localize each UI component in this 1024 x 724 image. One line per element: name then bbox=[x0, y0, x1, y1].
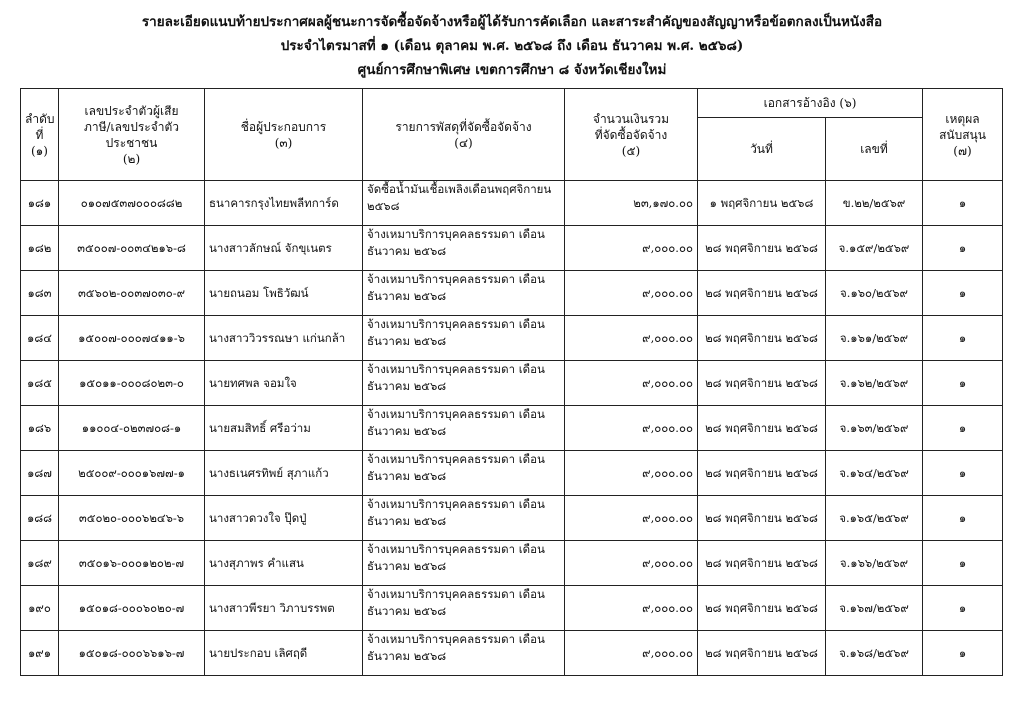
document-period: ประจำไตรมาสที่ ๑ (เดือน ตุลาคม พ.ศ. ๒๕๖๘ ถึง เดือน ธันวาคม พ.ศ. ๒๕๖๘) bbox=[280, 38, 744, 54]
row-vendor-name: นางสาวพีรยา วิภาบรรพต bbox=[205, 586, 363, 631]
col-ref-group-header: เอกสารอ้างอิง (๖) bbox=[698, 89, 923, 118]
row-item-line-2: ธันวาคม ๒๕๖๘ bbox=[367, 334, 447, 348]
col-item-label: รายการพัสดุที่จัดซื้อจัดจ้าง bbox=[395, 119, 532, 134]
table-row bbox=[21, 361, 1003, 406]
row-tax-id: ๑๑๐๐๔-๐๒๓๗๐๘-๑ bbox=[59, 406, 205, 451]
row-vendor-name: นางสาววิวรรณษา แก่นกล้า bbox=[205, 316, 363, 361]
row-tax-id: ๓๕๐๒๐-๐๐๐๖๒๔๖-๖ bbox=[59, 496, 205, 541]
row-reason-code: ๑ bbox=[923, 586, 1003, 631]
row-ref-number: จ.๑๖๐/๒๕๖๙ bbox=[826, 271, 923, 316]
row-amount: ๙,๐๐๐.๐๐ bbox=[565, 316, 698, 361]
row-item bbox=[363, 181, 565, 226]
row-vendor-name: นายทศพล จอมใจ bbox=[205, 361, 363, 406]
row-item-line-2: ธันวาคม ๒๕๖๘ bbox=[367, 514, 447, 528]
row-tax-id: ๓๕๐๑๖-๐๐๐๑๒๐๒-๗ bbox=[59, 541, 205, 586]
col-reason-header bbox=[923, 89, 1003, 181]
row-ref-number: จ.๑๖๑/๒๕๖๙ bbox=[826, 316, 923, 361]
row-item-line-2: ธันวาคม ๒๕๖๘ bbox=[367, 424, 447, 438]
table-row bbox=[21, 586, 1003, 631]
row-item-line-2: ธันวาคม ๒๕๖๘ bbox=[367, 649, 447, 663]
table-row bbox=[21, 271, 1003, 316]
row-item-line-1: จ้างเหมาบริการบุคคลธรรมดา เดือน bbox=[367, 632, 545, 646]
row-item-line-1: จ้างเหมาบริการบุคคลธรรมดา เดือน bbox=[367, 407, 545, 421]
row-ref-number: จ.๑๖๔/๒๕๖๙ bbox=[826, 451, 923, 496]
row-item-line-1: จ้างเหมาบริการบุคคลธรรมดา เดือน bbox=[367, 227, 545, 241]
col-reason-label-1: เหตุผล bbox=[945, 111, 980, 126]
row-item-line-2: ธันวาคม ๒๕๖๘ bbox=[367, 469, 447, 483]
col-vendor-label: ชื่อผู้ประกอบการ bbox=[240, 119, 327, 134]
col-amount-index: (๕) bbox=[621, 143, 641, 158]
row-item bbox=[363, 541, 565, 586]
row-reason-code: ๑ bbox=[923, 316, 1003, 361]
row-reason-code: ๑ bbox=[923, 541, 1003, 586]
document-agency: ศูนย์การศึกษาพิเศษ เขตการศึกษา ๘ จังหวัดเชียงใหม่ bbox=[357, 62, 667, 78]
col-amount-header bbox=[565, 89, 698, 181]
row-reason-code: ๑ bbox=[923, 361, 1003, 406]
row-reason-code: ๑ bbox=[923, 181, 1003, 226]
row-item-line-1: จ้างเหมาบริการบุคคลธรรมดา เดือน bbox=[367, 452, 545, 466]
row-seq: ๑๙๐ bbox=[21, 586, 59, 631]
table-row bbox=[21, 631, 1003, 676]
header-row bbox=[21, 89, 1003, 118]
col-amount-label-1: จำนวนเงินรวม bbox=[592, 111, 670, 126]
row-reason-code: ๑ bbox=[923, 271, 1003, 316]
row-item-line-1: จ้างเหมาบริการบุคคลธรรมดา เดือน bbox=[367, 587, 545, 601]
row-amount: ๙,๐๐๐.๐๐ bbox=[565, 361, 698, 406]
row-seq: ๑๘๒ bbox=[21, 226, 59, 271]
col-tax-label-3: ประชาชน bbox=[105, 135, 158, 150]
row-tax-id: ๑๕๐๑๘-๐๐๐๖๖๑๖-๗ bbox=[59, 631, 205, 676]
row-amount: ๙,๐๐๐.๐๐ bbox=[565, 271, 698, 316]
row-seq: ๑๘๖ bbox=[21, 406, 59, 451]
row-vendor-name: นางธเนศรทิพย์ สุภาแก้ว bbox=[205, 451, 363, 496]
row-item-line-1: จ้างเหมาบริการบุคคลธรรมดา เดือน bbox=[367, 362, 545, 376]
row-tax-id: ๑๕๐๑๑-๐๐๐๘๐๒๓-๐ bbox=[59, 361, 205, 406]
row-seq: ๑๘๕ bbox=[21, 361, 59, 406]
row-item-line-2: ธันวาคม ๒๕๖๘ bbox=[367, 379, 447, 393]
row-seq: ๑๘๔ bbox=[21, 316, 59, 361]
col-item-index: (๔) bbox=[454, 135, 473, 150]
row-vendor-name: นางสาวลักษณ์ จักขุเนตร bbox=[205, 226, 363, 271]
row-ref-date: ๒๘ พฤศจิกายน ๒๕๖๘ bbox=[698, 406, 826, 451]
row-reason-code: ๑ bbox=[923, 496, 1003, 541]
row-seq: ๑๘๘ bbox=[21, 496, 59, 541]
row-ref-number: จ.๑๖๗/๒๕๖๙ bbox=[826, 586, 923, 631]
col-seq-header bbox=[21, 89, 59, 181]
table-row bbox=[21, 226, 1003, 271]
row-tax-id: ๑๕๐๑๘-๐๐๐๖๐๒๐-๗ bbox=[59, 586, 205, 631]
row-item bbox=[363, 316, 565, 361]
col-tax-label-2: ภาษี/เลขประจำตัว bbox=[83, 119, 180, 134]
row-seq: ๑๘๓ bbox=[21, 271, 59, 316]
row-vendor-name: นายสมสิทธิ์ ศรีอว่าม bbox=[205, 406, 363, 451]
row-reason-code: ๑ bbox=[923, 226, 1003, 271]
row-item-line-2: ธันวาคม ๒๕๖๘ bbox=[367, 244, 447, 258]
row-vendor-name: นางสาวดวงใจ ปุ๊ดปู่ bbox=[205, 496, 363, 541]
col-vendor-header bbox=[205, 89, 363, 181]
row-item-line-1: จ้างเหมาบริการบุคคลธรรมดา เดือน bbox=[367, 542, 545, 556]
row-amount: ๙,๐๐๐.๐๐ bbox=[565, 451, 698, 496]
row-tax-id: ๑๕๐๐๗-๐๐๐๗๔๑๑-๖ bbox=[59, 316, 205, 361]
col-tax-header bbox=[59, 89, 205, 181]
document-title: รายละเอียดแนบท้ายประกาศผลผู้ชนะการจัดซื้อจัดจ้างหรือผู้ได้รับการคัดเลือก และสาระสำคัญของสัญญาหรือข้อตกลงเป็นหนังสือ bbox=[141, 14, 883, 30]
row-item bbox=[363, 271, 565, 316]
table-row bbox=[21, 181, 1003, 226]
row-item-line-1: จ้างเหมาบริการบุคคลธรรมดา เดือน bbox=[367, 497, 545, 511]
row-vendor-name: นางสุภาพร คำแสน bbox=[205, 541, 363, 586]
row-amount: ๙,๐๐๐.๐๐ bbox=[565, 586, 698, 631]
row-tax-id: ๓๕๖๐๒-๐๐๓๗๐๓๐-๙ bbox=[59, 271, 205, 316]
row-reason-code: ๑ bbox=[923, 631, 1003, 676]
col-ref-date-header: วันที่ bbox=[698, 118, 826, 181]
row-ref-number: จ.๑๖๖/๒๕๖๙ bbox=[826, 541, 923, 586]
row-ref-date: ๒๘ พฤศจิกายน ๒๕๖๘ bbox=[698, 631, 826, 676]
row-amount: ๙,๐๐๐.๐๐ bbox=[565, 496, 698, 541]
row-ref-number: จ.๑๖๘/๒๕๖๙ bbox=[826, 631, 923, 676]
col-amount-label-2: ที่จัดซื้อจัดจ้าง bbox=[594, 127, 668, 142]
row-vendor-name: นายประกอบ เลิศฤดี bbox=[205, 631, 363, 676]
row-tax-id: ๓๕๐๐๗-๐๐๓๔๒๑๖-๘ bbox=[59, 226, 205, 271]
row-ref-number: ข.๒๒/๒๕๖๙ bbox=[826, 181, 923, 226]
row-ref-date: ๒๘ พฤศจิกายน ๒๕๖๘ bbox=[698, 361, 826, 406]
table-row bbox=[21, 541, 1003, 586]
row-item-line-2: ธันวาคม ๒๕๖๘ bbox=[367, 604, 447, 618]
row-item-line-1: จัดซื้อน้ำมันเชื้อเพลิงเดือนพฤศจิกายน bbox=[367, 182, 552, 196]
row-ref-number: จ.๑๖๒/๒๕๖๙ bbox=[826, 361, 923, 406]
row-ref-number: จ.๑๕๙/๒๕๖๙ bbox=[826, 226, 923, 271]
row-ref-date: ๒๘ พฤศจิกายน ๒๕๖๘ bbox=[698, 451, 826, 496]
table-body bbox=[21, 181, 1003, 676]
col-item-header bbox=[363, 89, 565, 181]
col-seq-index: (๑) bbox=[31, 143, 48, 158]
row-seq: ๑๙๑ bbox=[21, 631, 59, 676]
row-item bbox=[363, 451, 565, 496]
row-vendor-name: ธนาคารกรุงไทยพลีทการ์ด bbox=[205, 181, 363, 226]
col-tax-label-1: เลขประจำตัวผู้เสีย bbox=[84, 103, 179, 118]
table-row bbox=[21, 406, 1003, 451]
row-tax-id: ๒๕๐๐๙-๐๐๐๑๖๗๗-๑ bbox=[59, 451, 205, 496]
row-ref-date: ๒๘ พฤศจิกายน ๒๕๖๘ bbox=[698, 541, 826, 586]
row-seq: ๑๘๑ bbox=[21, 181, 59, 226]
col-ref-no-header: เลขที่ bbox=[826, 118, 923, 181]
row-amount: ๙,๐๐๐.๐๐ bbox=[565, 226, 698, 271]
row-item-line-2: ๒๕๖๘ bbox=[367, 199, 400, 213]
row-amount: ๒๓,๑๗๐.๐๐ bbox=[565, 181, 698, 226]
row-reason-code: ๑ bbox=[923, 451, 1003, 496]
row-reason-code: ๑ bbox=[923, 406, 1003, 451]
row-tax-id: ๐๑๐๗๕๓๗๐๐๐๘๘๒ bbox=[59, 181, 205, 226]
row-seq: ๑๘๙ bbox=[21, 541, 59, 586]
row-ref-date: ๒๘ พฤศจิกายน ๒๕๖๘ bbox=[698, 496, 826, 541]
row-amount: ๙,๐๐๐.๐๐ bbox=[565, 541, 698, 586]
row-item-line-2: ธันวาคม ๒๕๖๘ bbox=[367, 289, 447, 303]
table-row bbox=[21, 496, 1003, 541]
row-seq: ๑๘๗ bbox=[21, 451, 59, 496]
row-ref-date: ๒๘ พฤศจิกายน ๒๕๖๘ bbox=[698, 316, 826, 361]
col-seq-label: ลำดับที่ bbox=[25, 111, 55, 142]
table-row bbox=[21, 316, 1003, 361]
row-ref-date: ๒๘ พฤศจิกายน ๒๕๖๘ bbox=[698, 586, 826, 631]
row-item-line-1: จ้างเหมาบริการบุคคลธรรมดา เดือน bbox=[367, 272, 545, 286]
row-item-line-1: จ้างเหมาบริการบุคคลธรรมดา เดือน bbox=[367, 317, 545, 331]
table-row bbox=[21, 451, 1003, 496]
col-tax-index: (๒) bbox=[122, 151, 141, 166]
row-ref-number: จ.๑๖๓/๒๕๖๙ bbox=[826, 406, 923, 451]
col-reason-index: (๗) bbox=[953, 143, 972, 158]
row-ref-date: ๒๘ พฤศจิกายน ๒๕๖๘ bbox=[698, 226, 826, 271]
row-ref-date: ๑ พฤศจิกายน ๒๕๖๘ bbox=[698, 181, 826, 226]
row-amount: ๙,๐๐๐.๐๐ bbox=[565, 631, 698, 676]
row-ref-date: ๒๘ พฤศจิกายน ๒๕๖๘ bbox=[698, 271, 826, 316]
row-ref-number: จ.๑๖๕/๒๕๖๙ bbox=[826, 496, 923, 541]
row-item bbox=[363, 586, 565, 631]
row-vendor-name: นายถนอม โพธิวัฒน์ bbox=[205, 271, 363, 316]
col-reason-label-2: สนับสนุน bbox=[939, 127, 986, 142]
row-item bbox=[363, 361, 565, 406]
row-item-line-2: ธันวาคม ๒๕๖๘ bbox=[367, 559, 447, 573]
row-item bbox=[363, 631, 565, 676]
row-item bbox=[363, 406, 565, 451]
row-amount: ๙,๐๐๐.๐๐ bbox=[565, 406, 698, 451]
row-item bbox=[363, 496, 565, 541]
col-vendor-index: (๓) bbox=[274, 135, 293, 150]
procurement-table bbox=[20, 88, 1003, 676]
row-item bbox=[363, 226, 565, 271]
